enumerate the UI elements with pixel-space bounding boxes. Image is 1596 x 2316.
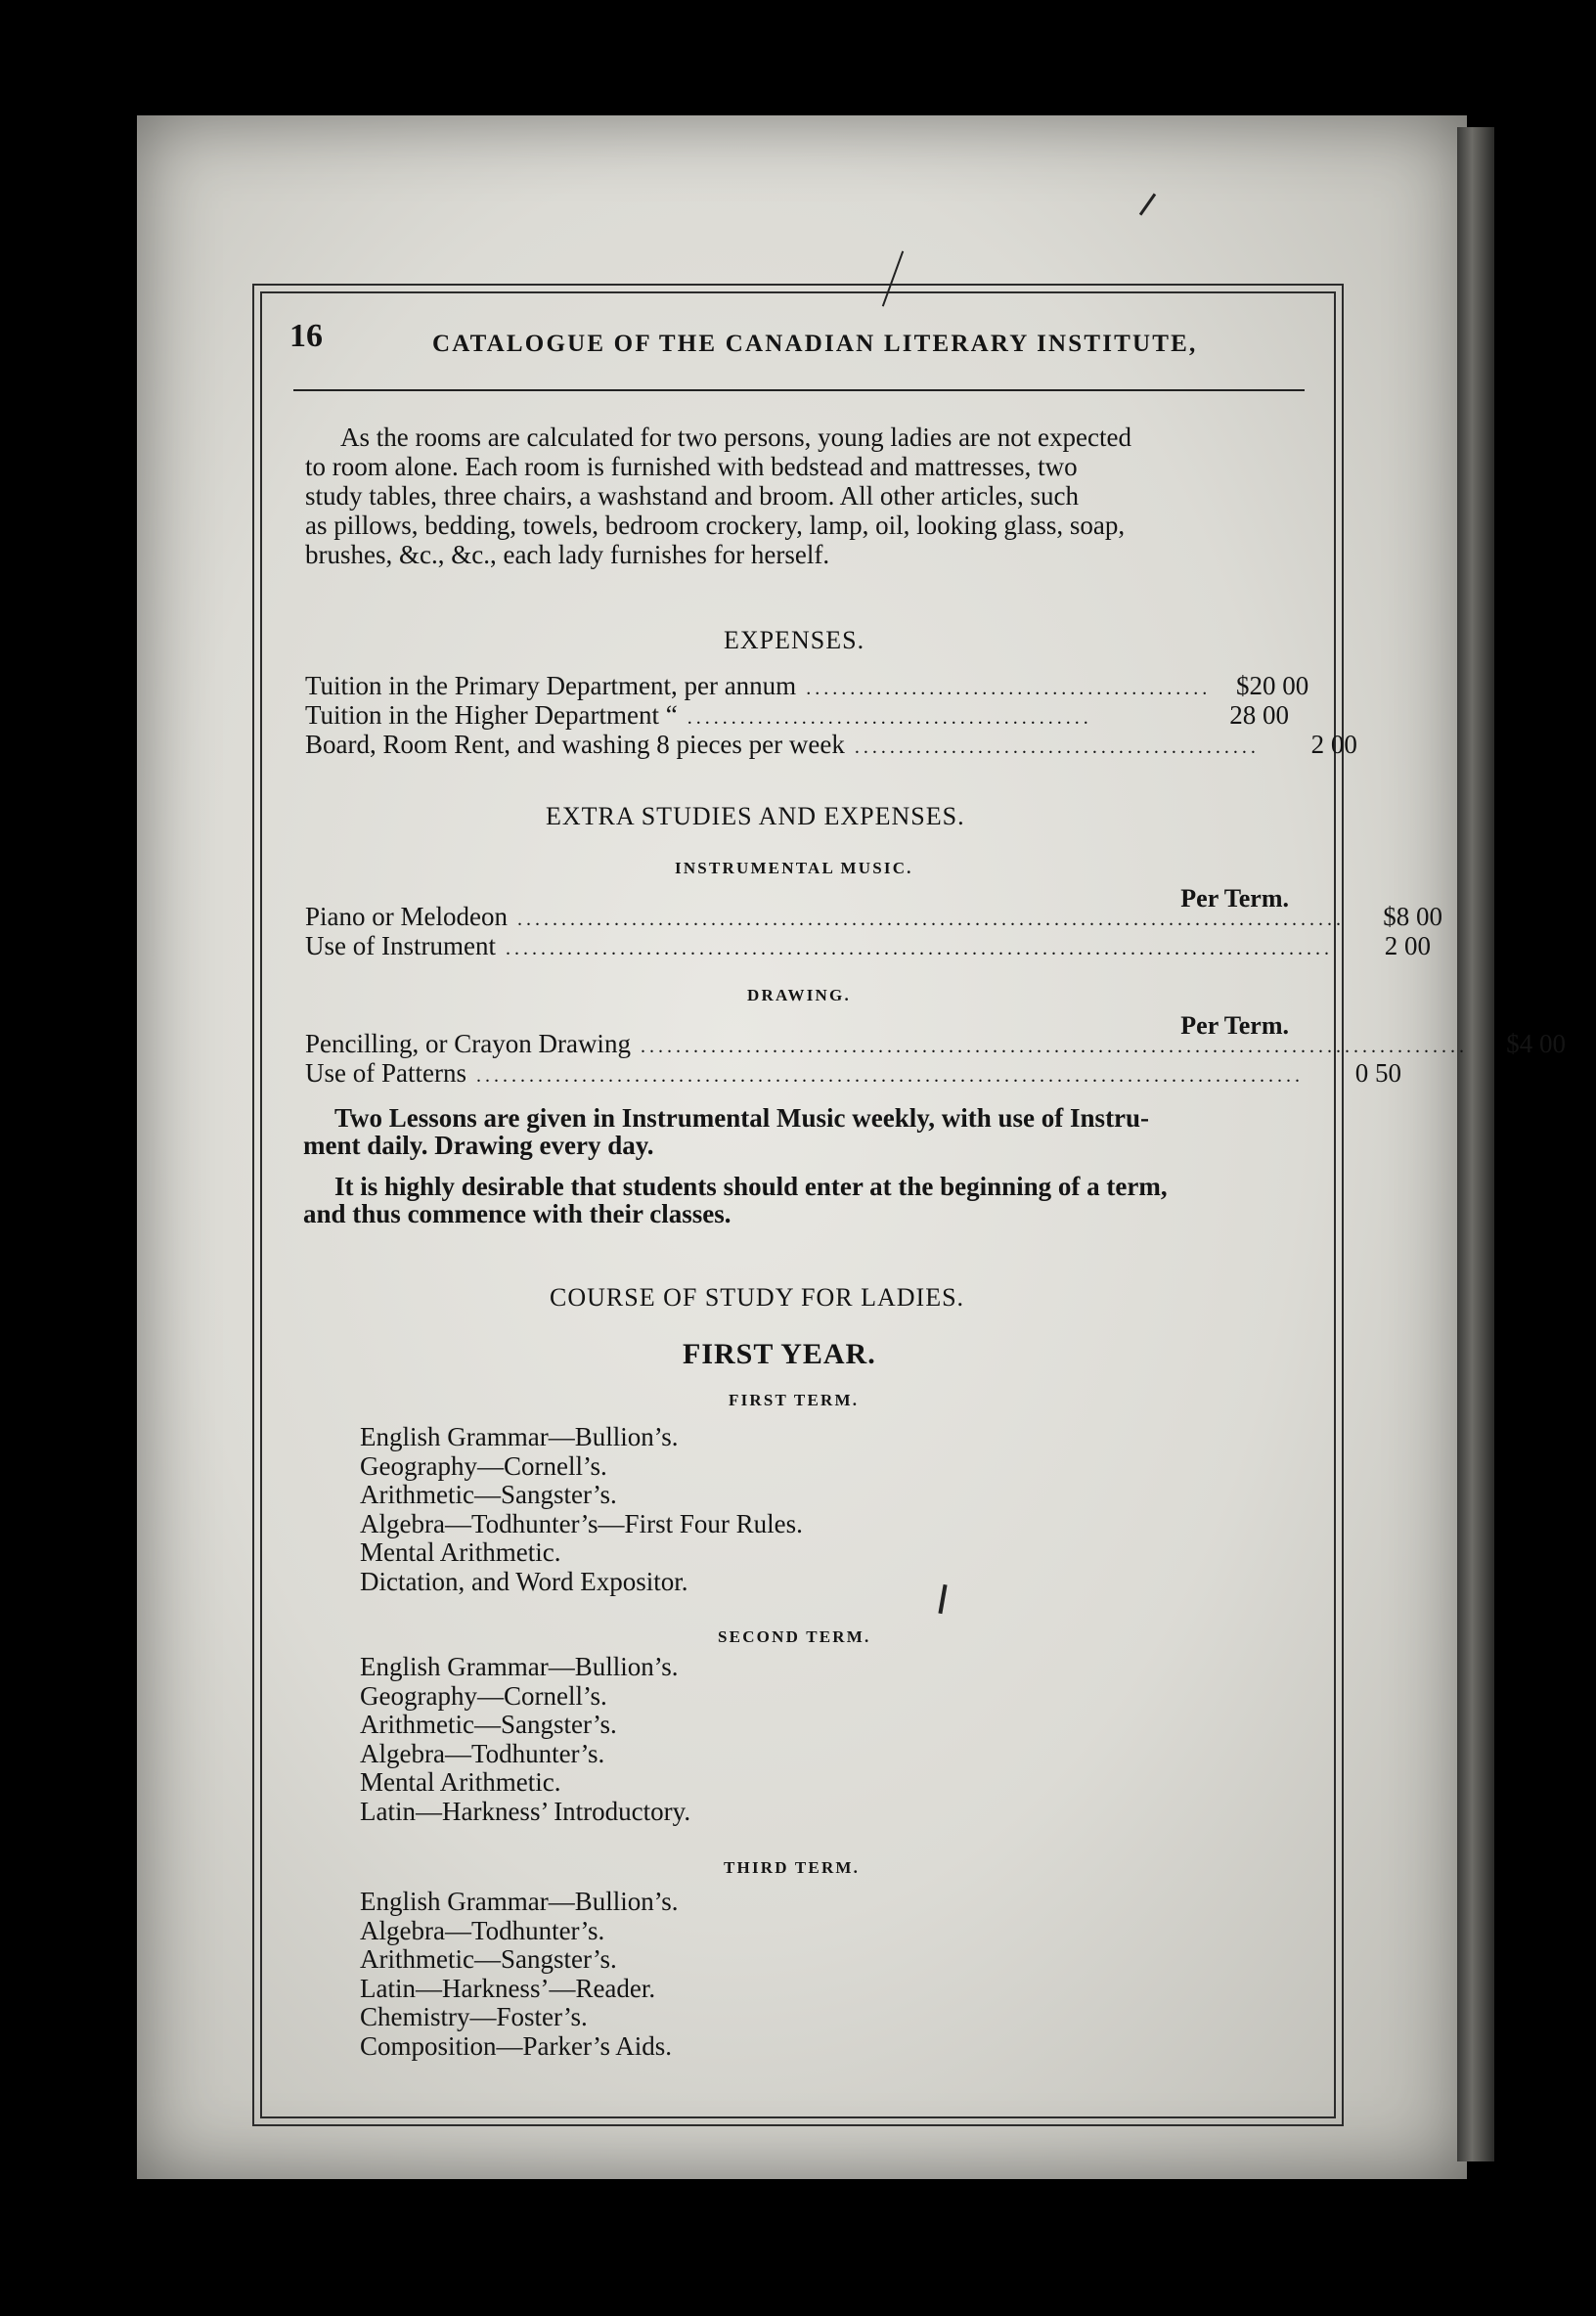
subject-item: Arithmetic—Sangster’s. — [360, 1944, 617, 1974]
expense-amount: $20 00 — [1235, 671, 1309, 700]
fee-row — [305, 1029, 1566, 1058]
header-rule — [293, 389, 1305, 391]
dot-leader: .............................................................................................. — [516, 909, 1345, 930]
subject-item: Algebra—Todhunter’s—First Four Rules. — [360, 1508, 803, 1538]
subject-item: Chemistry—Foster’s. — [360, 2002, 588, 2031]
subject-item: English Grammar—Bullion’s. — [360, 1887, 679, 1916]
intro-line: study tables, three chairs, a washstand and broom. All other articles, such — [305, 481, 1080, 511]
term-subject-list — [360, 1423, 803, 1596]
expense-row — [305, 671, 1309, 700]
dot-leader: .............................................................................................. — [505, 938, 1333, 959]
dot-leader: .............................................................................................. — [475, 1065, 1304, 1087]
fee-label: Use of Instrument — [305, 931, 496, 960]
note-line: Two Lessons are given in Instrumental Music weekly, with use of Instru- — [334, 1103, 1150, 1133]
book-spine-edge — [1457, 127, 1494, 2161]
course-heading: COURSE OF STUDY FOR LADIES. — [550, 1283, 965, 1312]
extra-studies-heading: EXTRA STUDIES AND EXPENSES. — [546, 802, 965, 830]
subject-item: Latin—Harkness’ Introductory. — [360, 1796, 691, 1826]
expenses-heading: EXPENSES. — [724, 626, 865, 654]
page-number: 16 — [289, 318, 323, 354]
fee-amount: $4 00 — [1506, 1029, 1566, 1058]
instrumental-music-subheading: INSTRUMENTAL MUSIC. — [675, 859, 913, 877]
running-title: CATALOGUE OF THE CANADIAN LITERARY INSTITUTE, — [432, 331, 1198, 357]
per-term-label: Per Term. — [1180, 884, 1289, 913]
term-heading: THIRD TERM. — [724, 1858, 861, 1877]
subject-item: English Grammar—Bullion’s. — [360, 1422, 679, 1451]
subject-item: Arithmetic—Sangster’s. — [360, 1710, 617, 1739]
subject-item: Dictation, and Word Expositor. — [360, 1566, 688, 1596]
subject-item: Composition—Parker’s Aids. — [360, 2030, 673, 2061]
subject-item: Geography—Cornell’s. — [360, 1680, 607, 1711]
dot-leader: .............................................. — [806, 678, 1212, 699]
fee-label: Piano or Melodeon — [305, 902, 508, 931]
year-heading: FIRST YEAR. — [683, 1338, 876, 1370]
intro-line: as pillows, bedding, towels, bedroom crockery, lamp, oil, looking glass, soap, — [305, 511, 1126, 540]
subject-item: Latin—Harkness’—Reader. — [360, 1973, 656, 2003]
subject-item: Geography—Cornell’s. — [360, 1450, 607, 1481]
subject-item: Mental Arithmetic. — [360, 1537, 561, 1567]
subject-item: Mental Arithmetic. — [360, 1767, 561, 1797]
dot-leader: .............................................. — [687, 707, 1092, 729]
note-line: and thus commence with their classes. — [303, 1199, 732, 1228]
dot-leader: .............................................................................................. — [640, 1036, 1468, 1057]
note-line: It is highly desirable that students should enter at the beginning of a term, — [334, 1172, 1168, 1201]
intro-line: As the rooms are calculated for two persons, young ladies are not expected — [340, 423, 1131, 452]
expense-label: Tuition in the Primary Department, per annum — [305, 671, 797, 700]
intro-line: brushes, &c., &c., each lady furnishes for herself. — [305, 540, 830, 569]
term-subject-list — [360, 1888, 678, 2061]
expense-label: Board, Room Rent, and washing 8 pieces per week — [305, 730, 845, 759]
dot-leader: .............................................. — [854, 736, 1260, 758]
intro-line: to room alone. Each room is furnished with bedstead and mattresses, two — [305, 452, 1078, 481]
subject-item: Arithmetic—Sangster’s. — [360, 1480, 617, 1509]
fee-amount: 0 50 — [1354, 1058, 1401, 1088]
expense-row — [305, 730, 1357, 759]
term-subject-list — [360, 1653, 690, 1826]
per-term-label: Per Term. — [1180, 1011, 1289, 1040]
fee-row — [305, 902, 1442, 931]
term-heading: FIRST TERM. — [729, 1391, 860, 1409]
drawing-subheading: DRAWING. — [747, 986, 851, 1004]
fee-amount: 2 00 — [1384, 931, 1431, 960]
fee-label: Use of Patterns — [305, 1058, 466, 1088]
fee-amount: $8 00 — [1383, 902, 1442, 931]
subject-item: Algebra—Todhunter’s. — [360, 1915, 605, 1945]
fee-row — [305, 931, 1431, 960]
expense-amount: 2 00 — [1310, 730, 1357, 759]
expense-amount: 28 00 — [1229, 700, 1289, 730]
subject-item: Algebra—Todhunter’s. — [360, 1738, 605, 1768]
fee-label: Pencilling, or Crayon Drawing — [305, 1029, 631, 1058]
expense-row — [305, 700, 1289, 730]
expense-label: Tuition in the Higher Department “ — [305, 700, 678, 730]
subject-item: English Grammar—Bullion’s. — [360, 1652, 679, 1681]
fee-row — [305, 1058, 1401, 1088]
term-heading: SECOND TERM. — [718, 1627, 871, 1646]
note-line: ment daily. Drawing every day. — [303, 1131, 654, 1160]
